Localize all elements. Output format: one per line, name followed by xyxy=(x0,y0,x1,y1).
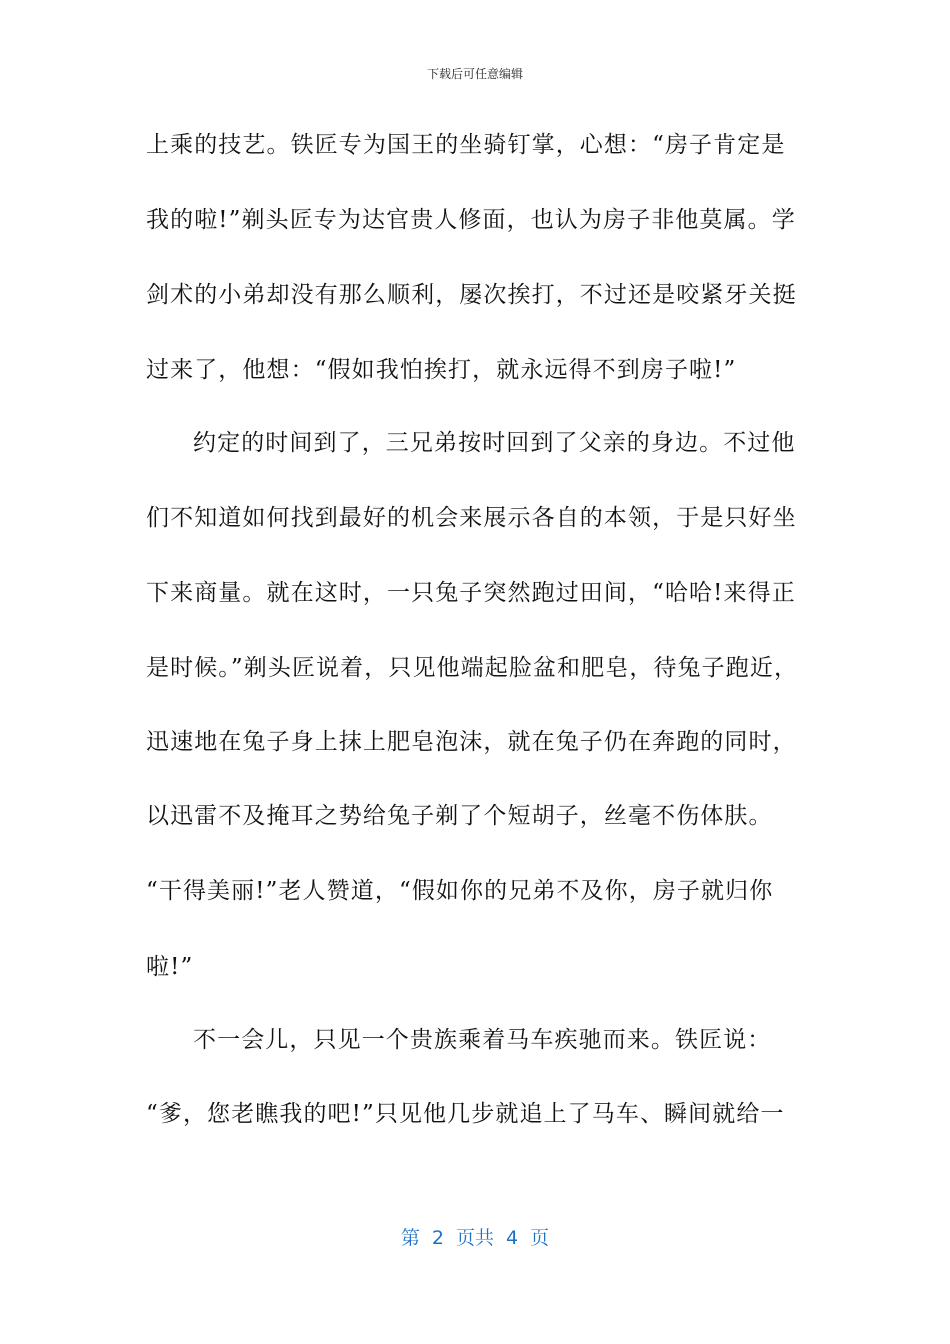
text-line-5: 约定的时间到了，三兄弟按时回到了父亲的身边。不过他 xyxy=(193,430,796,456)
text-line-14: “爹，您老瞧我的吧!”只见他几步就追上了马车、瞬间就给一 xyxy=(146,1101,785,1127)
text-line-12: 啦!” xyxy=(146,954,194,980)
text-line-7: 下来商量。就在这时，一只兔子突然跑过田间，“哈哈!来得正 xyxy=(146,580,796,606)
page-number: 第 2 页共 4 页 xyxy=(400,1227,550,1249)
text-line-3: 剑术的小弟却没有那么顺利，屡次挨打，不过还是咬紧牙关挺 xyxy=(146,282,797,308)
text-line-8: 是时候。”剃头匠说着，只见他端起脸盆和肥皂，待兔子跑近， xyxy=(146,655,799,681)
text-line-4: 过来了，他想：“假如我怕挨打，就永远得不到房子啦!” xyxy=(146,357,737,383)
text-line-11: “干得美丽!”老人赞道，“假如你的兄弟不及你，房子就归你 xyxy=(146,878,774,904)
text-line-10: 以迅雷不及掩耳之势给兔子剃了个短胡子，丝毫不伤体肤。 xyxy=(146,803,773,829)
text-line-6: 们不知道如何找到最好的机会来展示各自的本领，于是只好坐 xyxy=(146,505,797,531)
text-line-9: 迅速地在兔子身上抹上肥皂泡沫，就在兔子仍在奔跑的同时， xyxy=(146,729,797,755)
text-line-1: 上乘的技艺。铁匠专为国王的坐骑钉掌，心想：“房子肯定是 xyxy=(146,132,786,158)
text-line-2: 我的啦!”剃头匠专为达官贵人修面，也认为房子非他莫属。学 xyxy=(146,207,796,233)
text-line-13: 不一会儿，只见一个贵族乘着马车疾驰而来。铁匠说： xyxy=(193,1027,772,1053)
page-header: 下载后可任意编辑 xyxy=(426,67,523,81)
